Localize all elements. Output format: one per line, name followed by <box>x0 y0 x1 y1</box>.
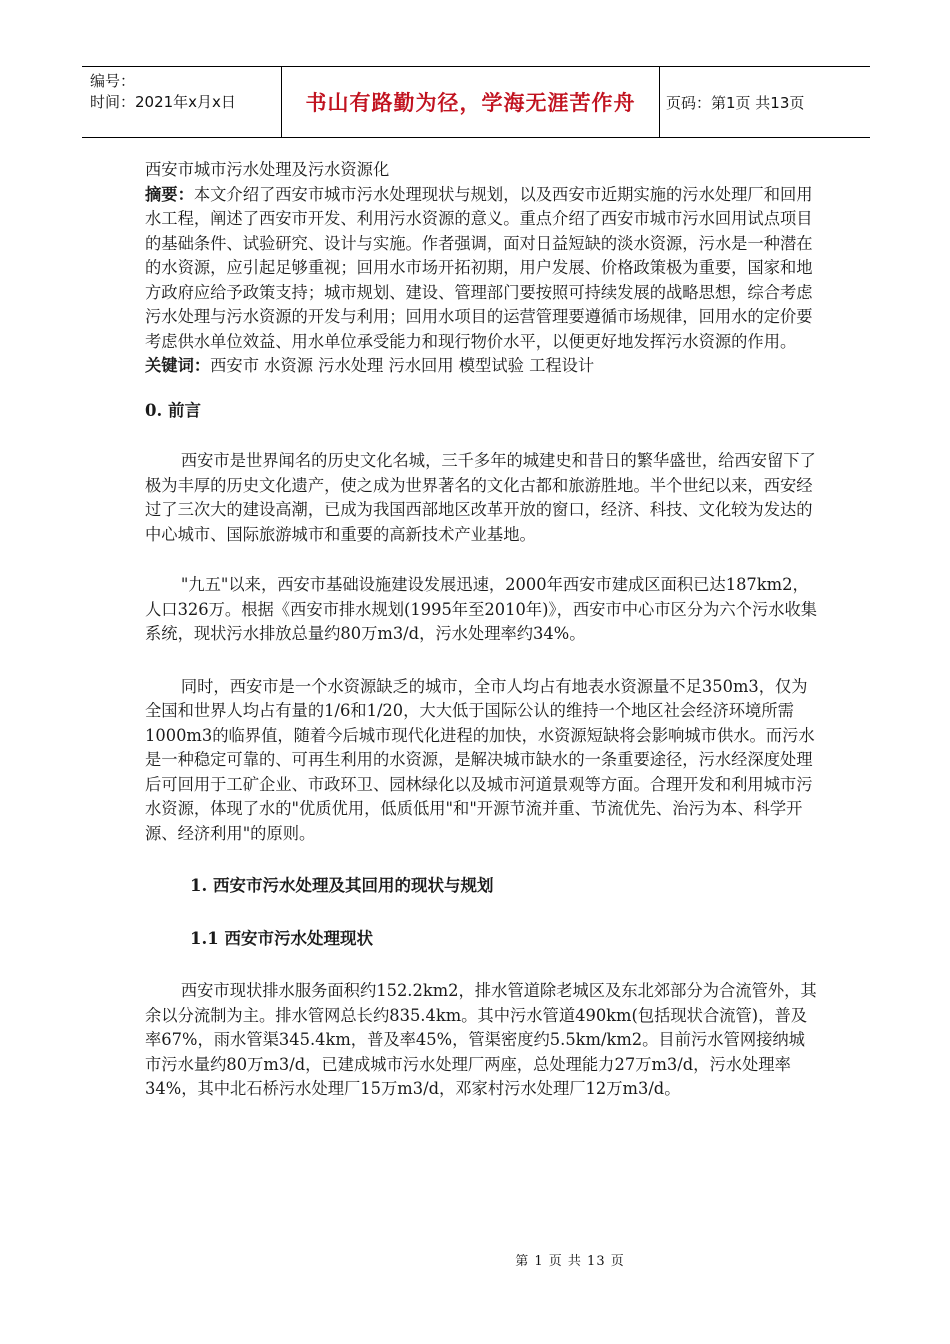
header-motto: 书山有路勤为径，学海无涯苦作舟 <box>305 91 636 115</box>
header-page-info: 页码：第1页 共13页 <box>666 93 805 112</box>
abstract-label: 摘要： <box>145 184 194 204</box>
date-label: 时间：2021年x月x日 <box>90 93 236 111</box>
paragraph: "九五"以来，西安市基础设施建设发展迅速，2000年西安市建成区面积已达187km2，人口326万。根据《西安市排水规划(1995年至2010年)》，西安市中心市区分为六个污水收集系统，现状污水排放总量约80万m3/d，污水处理率约34%。 <box>145 575 818 643</box>
page-footer: 第 1 页 共 13 页 <box>515 1254 625 1269</box>
header-meta <box>90 71 236 113</box>
document-body <box>145 158 820 1102</box>
abstract-text: 本文介绍了西安市城市污水处理现状与规划，以及西安市近期实施的污水处理厂和回用水工程，阐述了西安市开发、利用污水资源的意义。重点介绍了西安市城市污水回用试点项目的基础条件、试验研究、设计与实施。作者强调，面对日益短缺的淡水资源，污水是一种潜在的水资源，应引起足够重视；回用水市场开拓初期，用户发展、价格政策极为重要，国家和地方政府应给予政策支持；城市规划、建设、管理部门要按照可持续发展的战略思想，综合考虑污水处理与污水资源的开发与利用；回用水项目的运营管理要遵循市场规律，回用水的定价要考虑供水单位效益、用水单位承受能力和现行物价水平，以便更好地发挥污水资源的作用。 <box>145 184 813 351</box>
keywords-label: 关键词： <box>145 356 211 375</box>
section-heading-preface: 0. 前言 <box>145 400 201 420</box>
number-label: 编号： <box>90 72 136 90</box>
paragraph: 西安市现状排水服务面积约152.2km2，排水管道除老城区及东北郊部分为合流管外，其余以分流制为主。排水管网总长约835.4km。其中污水管道490km(包括现状合流管)，普及率67%，雨水管渠345.4km，普及率45%，管渠密度约5.5km/km2。目前污水管网接纳城市污水量约80万m3/d，已建成城市污水处理厂两座，总处理能力27万m3/d，污水处理率34%，其中北石桥污水处理厂15万m3/d，邓家村污水处理厂12万m3/d。 <box>145 981 817 1098</box>
keywords-text: 西安市 水资源 污水处理 污水回用 模型试验 工程设计 <box>210 356 595 375</box>
abstract <box>145 183 820 355</box>
header-divider-right <box>659 67 660 137</box>
header-table <box>82 66 870 138</box>
header-divider-left <box>281 67 282 137</box>
section-heading-1: 1. 西安市污水处理及其回用的现状与规划 <box>190 876 494 895</box>
keywords <box>145 354 820 379</box>
paragraph: 西安市是世界闻名的历史文化名城，三千多年的城建史和昔日的繁华盛世，给西安留下了极为丰厚的历史文化遗产，使之成为世界著名的文化古都和旅游胜地。半个世纪以来，西安经过了三次大的建设高潮，已成为我国西部地区改革开放的窗口，经济、科技、文化较为发达的中心城市、国际旅游城市和重要的高新技术产业基地。 <box>145 451 816 544</box>
document-title: 西安市城市污水处理及污水资源化 <box>145 160 390 179</box>
paragraph: 同时，西安市是一个水资源缺乏的城市，全市人均占有地表水资源量不足350m3，仅为全国和世界人均占有量的1/6和1/20，大大低于国际公认的维持一个地区社会经济环境所需1000m3的临界值，随着今后城市现代化进程的加快，水资源短缺将会影响城市供水。而污水是一种稳定可靠的、可再生利用的水资源，是解决城市缺水的一条重要途径，污水经深度处理后可回用于工矿企业、市政环卫、园林绿化以及城市河道景观等方面。合理开发和利用城市污水资源，体现了水的"优质优用，低质低用"和"开源节流并重、节流优先、治污为本、科学开源、经济利用"的原则。 <box>145 676 815 843</box>
section-heading-1-1: 1.1 西安市污水处理现状 <box>190 928 373 948</box>
